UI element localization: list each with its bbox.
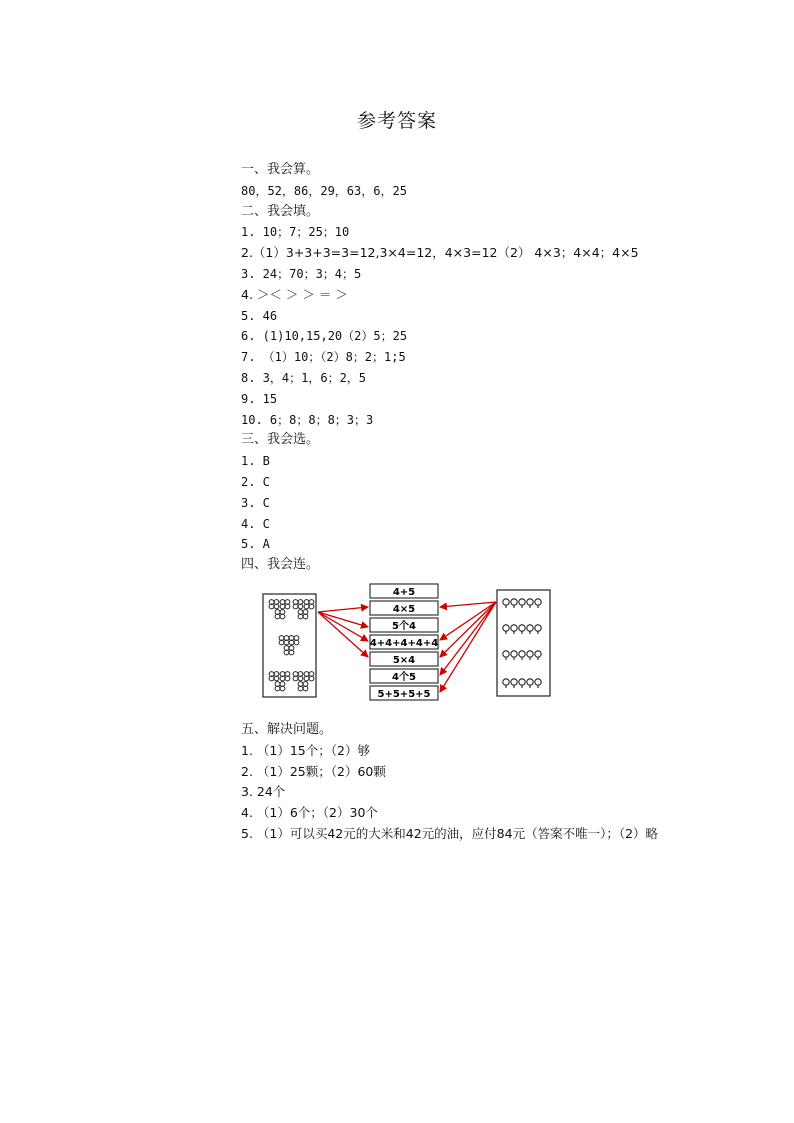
svg-text:5+5+5+5: 5+5+5+5: [377, 689, 431, 700]
section-2-item-3: 3. 24；70；3；4；5: [241, 266, 362, 281]
svg-text:4+5: 4+5: [392, 587, 416, 598]
right-picture-card: [497, 590, 550, 696]
section-2-item-7: 7. （1）10；（2）8；2；1;5: [241, 350, 406, 365]
section-2-item-8: 8. 3，4；1，6；2，5: [241, 370, 367, 385]
section-3-item-2: 2. C: [241, 474, 270, 489]
page-title: 参考答案: [356, 110, 437, 132]
svg-text:5个4: 5个4: [392, 621, 416, 632]
section-2-item-6: 6. (1)10,15,20（2）5；25: [241, 329, 408, 344]
arrow: [318, 612, 368, 657]
section-5-item-3: 3. 24个: [241, 784, 286, 800]
section-1-answers: 80，52，86，29，63，6，25: [241, 183, 407, 198]
arrow: [318, 612, 368, 641]
section-2-item-2: 2.（1）3+3+3=3=12,3×4=12，4×3=12（2） 4×3；4×4；4×5: [241, 245, 639, 261]
expression-box-3: [370, 618, 438, 632]
arrow: [440, 602, 496, 607]
section-3-item-1: 1. B: [241, 454, 270, 469]
section-5-item-2: 2. （1）25颗；（2）60颗: [241, 763, 386, 779]
expression-box-1: [370, 584, 438, 598]
section-2-item-10: 10. 6；8；8；8；3；3: [241, 412, 374, 427]
svg-text:4+4+4+4+4: 4+4+4+4+4: [369, 638, 439, 649]
expression-box-7: [370, 686, 438, 700]
section-4-heading: 四、我会连。: [241, 557, 320, 573]
section-5-item-1: 1. （1）15个；（2）够: [241, 742, 370, 758]
arrow: [440, 602, 496, 657]
answers-part-2: [241, 720, 781, 845]
section-2-item-5: 5. 46: [241, 308, 278, 323]
section-5-item-5: 5. （1）可以买42元的大米和42元的油，应付84元（答案不唯一）；（2）略: [241, 825, 659, 841]
section-5-heading: 五、解决问题。: [241, 722, 333, 737]
arrow: [440, 602, 496, 640]
svg-text:4个5: 4个5: [392, 672, 416, 683]
arrow: [440, 602, 496, 675]
section-3-item-4: 4. C: [241, 516, 270, 531]
svg-text:4×5: 4×5: [392, 604, 416, 615]
section-2-item-4: 4. ＞＜ ＞ ＞ ＝ ＞: [241, 286, 348, 302]
section-3-item-3: 3. C: [241, 495, 270, 510]
section-2-item-9: 9. 15: [241, 391, 278, 406]
expression-box-4: [370, 635, 438, 649]
arrow: [318, 607, 368, 612]
section-2-heading: 二、我会填。: [241, 203, 320, 219]
section-5-item-4: 4. （1）6个；（2）30个: [241, 805, 378, 821]
arrow: [440, 602, 496, 692]
expression-box-6: [370, 669, 438, 683]
answers-part-1: [241, 160, 781, 576]
right-arrows: [440, 602, 496, 692]
section-3-heading: 三、我会选。: [241, 432, 320, 448]
left-arrows: [318, 607, 368, 657]
expression-box-5: [370, 652, 438, 666]
section-2-item-1: 1. 10；7；25；10: [241, 225, 350, 240]
section-1-heading: 一、我会算。: [241, 162, 320, 177]
expression-box-2: [370, 601, 438, 615]
matching-diagram: [258, 582, 554, 710]
left-picture-card: [263, 594, 316, 697]
svg-text:5×4: 5×4: [392, 655, 416, 666]
section-3-item-5: 5. A: [241, 537, 270, 552]
